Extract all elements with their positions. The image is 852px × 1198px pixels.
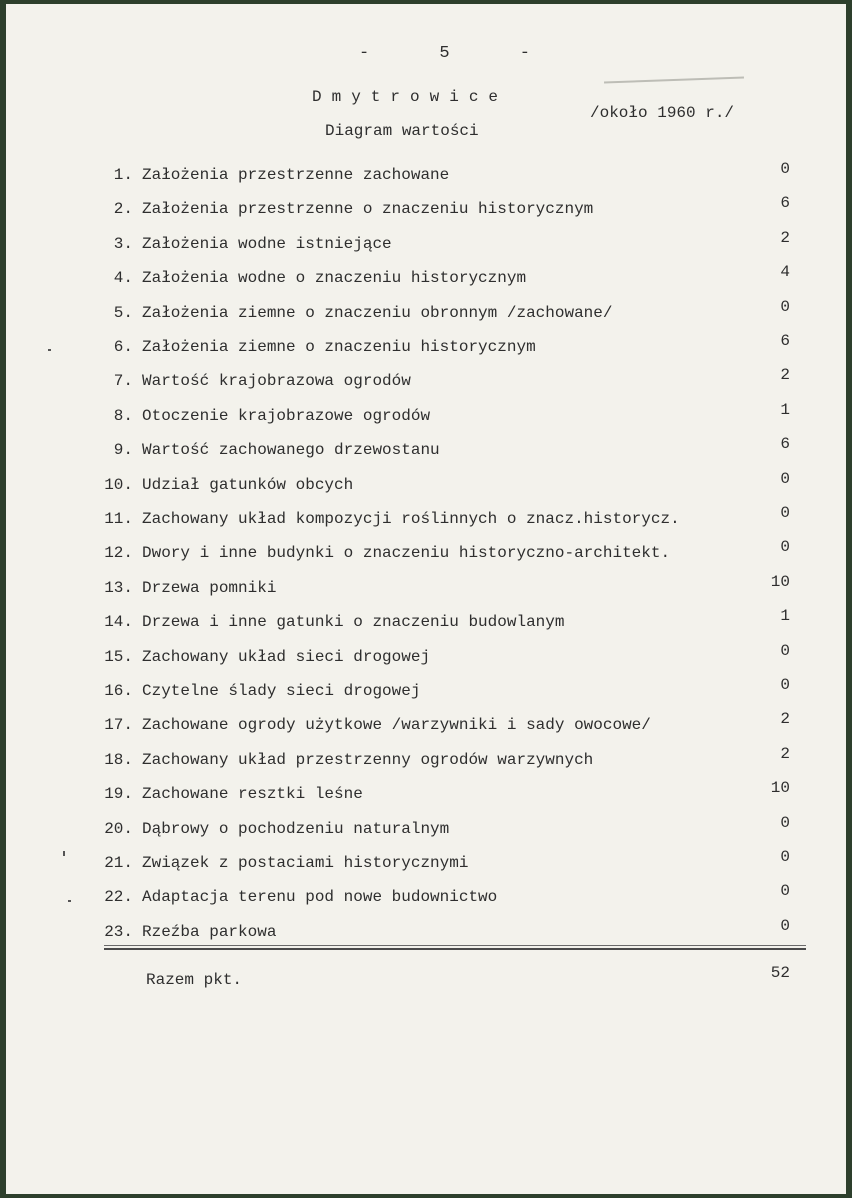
item-label: Czytelne ślady sieci drogowej [142,682,421,700]
document-page [6,4,846,1194]
list-item [6,607,846,637]
item-value: 2 [780,366,790,385]
item-label: Wartość krajobrazowa ogrodów [142,372,411,391]
item-label: Drzewa i inne gatunki o znaczeniu budowlanym [142,613,565,632]
item-value: 0 [780,916,790,935]
item-value: 0 [780,469,790,488]
item-value: 1 [780,400,790,419]
total-value: 52 [770,964,790,982]
list-item [6,916,846,947]
item-label: Dąbrowy o pochodzeniu naturalnym [142,819,450,838]
item-label: Założenia wodne istniejące [142,234,392,253]
item-value: 2 [780,228,790,247]
item-number: 4. [113,269,133,288]
margin-mark [48,349,51,351]
document-subtitle: Diagram wartości [325,122,479,140]
list-item [6,744,846,775]
item-number: 22. [104,888,133,907]
margin-mark [68,900,71,902]
item-number: 8. [113,406,133,425]
item-number: 20. [104,819,133,838]
item-number: 7. [113,372,133,391]
item-label: Otoczenie krajobrazowe ogrodów [142,406,431,425]
item-label: Udział gatunków obcych [142,475,354,494]
list-item [6,297,846,328]
total-divider [104,945,806,946]
total-label: Razem pkt. [146,971,243,989]
list-item [6,538,846,568]
item-label: Założenia ziemne o znaczeniu obronnym /zachowane/ [142,303,613,322]
item-label: Drzewa pomniki [142,578,277,597]
list-item [6,435,846,465]
item-value: 0 [780,641,790,660]
item-value: 0 [780,882,790,901]
item-value: 0 [780,504,790,522]
list-item [6,228,846,259]
list-item [6,813,846,844]
item-value: 0 [780,813,790,832]
item-label: Założenia przestrzenne o znaczeniu historycznym [142,200,594,219]
item-label: Dwory i inne budynki o znaczeniu historyczno-architekt. [142,544,671,563]
item-number: 19. [104,785,133,804]
item-value: 6 [780,435,790,454]
item-value: 6 [780,332,790,350]
item-number: 2. [113,200,133,219]
item-label: Zachowane ogrody użytkowe /warzywniki i sady owocowe/ [142,716,651,735]
item-label: Rzeźba parkowa [142,922,277,941]
page-number: - 5 - [359,44,561,63]
item-value: 0 [780,297,790,316]
item-value: 6 [780,194,790,213]
item-number: 14. [104,613,133,632]
item-value: 0 [780,160,790,178]
item-number: 17. [104,716,133,735]
item-value: 4 [780,263,790,282]
list-item [6,641,846,672]
item-value: 0 [780,676,790,694]
item-number: 9. [113,441,133,460]
list-item [6,194,846,224]
item-number: 6. [113,338,133,356]
list-item [6,263,846,293]
item-label: Założenia wodne o znaczeniu historycznym [142,269,527,288]
item-value: 2 [780,744,790,763]
item-number: 15. [104,647,133,666]
document-title: Dmytrowice [312,88,509,106]
total-divider-thick [104,948,806,950]
list-item [6,469,846,500]
item-label: Zachowany układ przestrzenny ogrodów warzywnych [142,750,594,769]
item-number: 3. [113,234,133,253]
item-label: Związek z postaciami historycznymi [142,854,469,872]
item-number: 11. [104,510,133,528]
item-value: 10 [770,779,790,798]
list-item [6,710,846,740]
item-number: 12. [104,544,133,563]
item-number: 1. [113,166,133,184]
item-value: 2 [780,710,790,729]
list-item [6,332,846,362]
item-number: 5. [113,303,133,322]
item-number: 16. [104,682,133,700]
list-item [6,779,846,809]
item-label: Wartość zachowanego drzewostanu [142,441,440,460]
item-number: 18. [104,750,133,769]
pencil-stroke [604,77,744,84]
item-value: 0 [780,538,790,557]
margin-mark [63,851,65,856]
list-item [6,676,846,706]
item-number: 13. [104,578,133,597]
item-label: Założenia przestrzenne zachowane [142,166,450,184]
date-note: /około 1960 r./ [590,104,735,122]
item-label: Zachowany układ kompozycji roślinnych o znacz.historycz. [142,510,680,528]
item-label: Adaptacja terenu pod nowe budownictwo [142,888,498,907]
item-label: Założenia ziemne o znaczeniu historycznym [142,338,536,356]
item-number: 21. [104,854,133,872]
item-value: 0 [780,848,790,866]
list-item [6,572,846,603]
list-item [6,504,846,534]
list-item [6,160,846,190]
item-number: 10. [104,475,133,494]
item-number: 23. [104,922,133,941]
item-label: Zachowany układ sieci drogowej [142,647,431,666]
item-label: Zachowane resztki leśne [142,785,363,804]
item-value: 1 [780,607,790,626]
list-item [6,848,846,878]
list-item [6,882,846,912]
item-value: 10 [770,572,790,591]
list-item [6,400,846,431]
list-item [6,366,846,396]
